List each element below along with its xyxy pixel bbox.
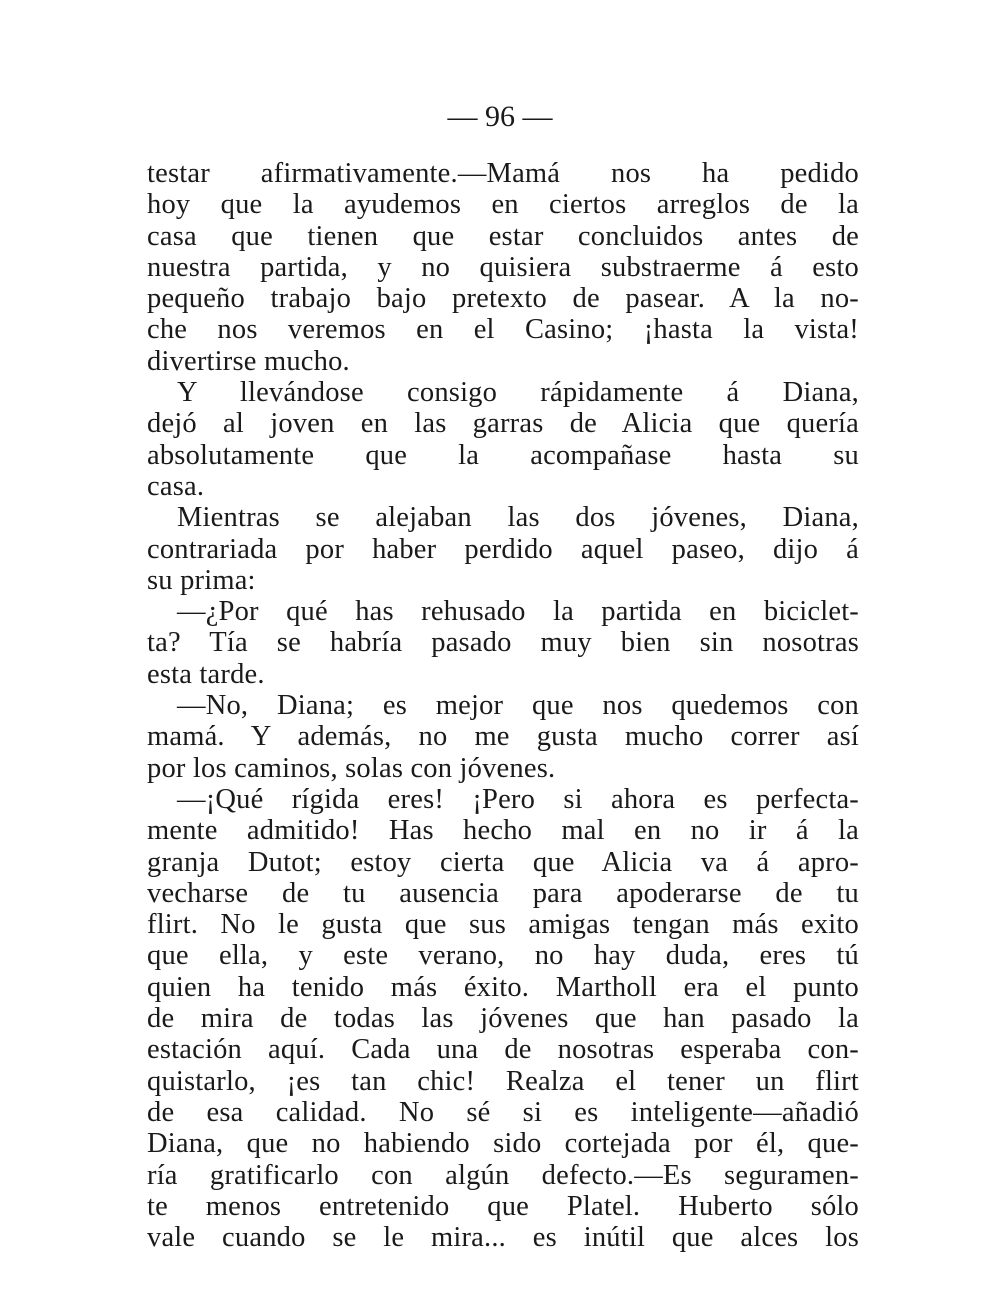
text-line: quien ha tenido más éxito. Martholl era el punto xyxy=(147,971,859,1003)
text-line: casa que tienen que estar concluidos antes de xyxy=(147,220,859,252)
text-line: che nos veremos en el Casino; ¡hasta la vista! xyxy=(147,314,859,346)
body-text xyxy=(147,158,859,1253)
text-line: de mira de todas las jóvenes que han pasado la xyxy=(147,1003,859,1035)
text-line: —¿Por qué has rehusado la partida en biciclet- xyxy=(177,596,859,628)
page-number: — 96 — xyxy=(447,100,553,133)
text-line: divertirse mucho. xyxy=(147,345,350,377)
text-line: nuestra partida, y no quisiera substraerme á esto xyxy=(147,251,859,283)
text-line: pequeño trabajo bajo pretexto de pasear. A la no- xyxy=(147,283,859,315)
text-line: que ella, y este verano, no hay duda, eres tú xyxy=(147,940,859,972)
text-line: mamá. Y además, no me gusta mucho correr así xyxy=(147,721,859,753)
text-line: vecharse de tu ausencia para apoderarse de tu xyxy=(147,877,859,909)
text-line: de esa calidad. No sé si es inteligente—añadió xyxy=(147,1096,859,1128)
text-line: esta tarde. xyxy=(147,658,265,690)
text-line: hoy que la ayudemos en ciertos arreglos de la xyxy=(147,189,859,221)
text-line: Y llevándose consigo rápidamente á Diana, xyxy=(177,377,859,409)
text-line: Mientras se alejaban las dos jóvenes, Diana, xyxy=(177,502,859,534)
text-line: por los caminos, solas con jóvenes. xyxy=(147,752,556,784)
text-line: vale cuando se le mira... es inútil que alces los xyxy=(147,1222,859,1254)
text-line: testar afirmativamente.—Mamá nos ha pedido xyxy=(147,158,859,189)
text-line: flirt. No le gusta que sus amigas tengan más exito xyxy=(147,909,859,941)
text-line: quistarlo, ¡es tan chic! Realza el tener un flirt xyxy=(147,1065,859,1097)
text-line: —¡Qué rígida eres! ¡Pero si ahora es perfecta- xyxy=(177,783,859,815)
text-line: ría gratificarlo con algún defecto.—Es seguramen- xyxy=(147,1159,859,1191)
text-line: mente admitido! Has hecho mal en no ir á la xyxy=(147,815,859,847)
text-line: contrariada por haber perdido aquel paseo, dijo á xyxy=(147,533,859,565)
text-line: granja Dutot; estoy cierta que Alicia va á apro- xyxy=(147,846,859,878)
text-line: casa. xyxy=(147,470,205,502)
text-line: estación aquí. Cada una de nosotras esperaba con- xyxy=(147,1034,859,1066)
text-line: —No, Diana; es mejor que nos quedemos con xyxy=(177,690,859,722)
text-line: te menos entretenido que Platel. Huberto sólo xyxy=(147,1190,859,1222)
text-line: ta? Tía se habría pasado muy bien sin nosotras xyxy=(147,627,859,659)
text-line: su prima: xyxy=(147,564,256,596)
text-line: absolutamente que la acompañase hasta su xyxy=(147,439,859,471)
text-line: dejó al joven en las garras de Alicia que quería xyxy=(147,408,859,440)
text-line: Diana, que no habiendo sido cortejada por él, que- xyxy=(147,1128,859,1160)
